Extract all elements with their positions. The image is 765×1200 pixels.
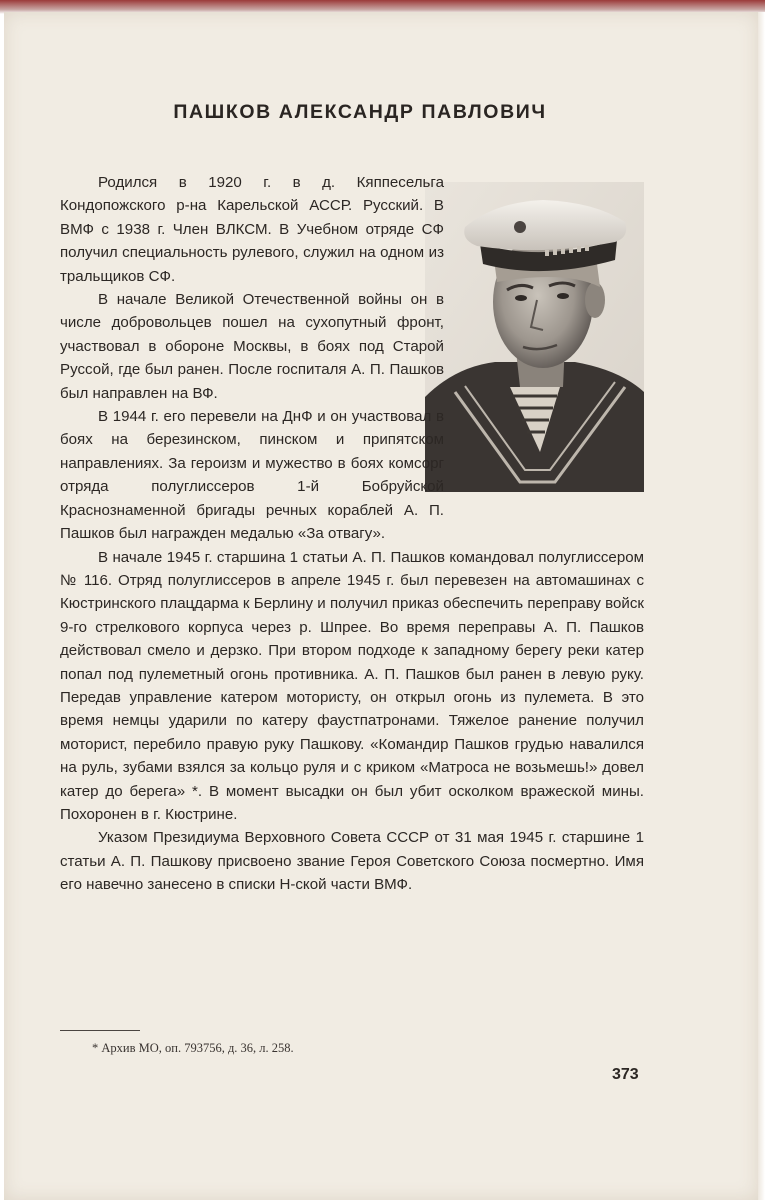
paragraph-war-start: В начале Великой Отечественной войны он в числе добровольцев пошел на сухопутный фронт, участвовал в обороне Москвы, в боях под Старой Руссой, где был ранен. После госпиталя А. П. Пашков был направлен на ВФ. bbox=[60, 291, 444, 402]
paragraph-1944: В 1944 г. его перевели на ДнФ и он участвовал в боях на березинском, пинском и припятском направлениях. За героизм и мужество в боях комсорг отряда полуглиссеров 1-й Бобруйской Краснознаменной бригады речных кораблей А. П. Пашков был награжден медалью «За отвагу». bbox=[60, 408, 444, 543]
page-number: 373 bbox=[612, 1066, 639, 1083]
page-right-edge bbox=[758, 12, 765, 1200]
page-title bbox=[0, 101, 720, 124]
title-text: ПАШКОВ АЛЕКСАНДР ПАВЛОВИЧ bbox=[173, 101, 547, 123]
paragraph-1945: В начале 1945 г. старшина 1 статьи А. П. Пашков командовал полуглиссером № 116. Отряд полуглиссеров в апреле 1945 г. был перевезен на автомашинах с Кюстринского плацдарма к Берлину и получил приказ обеспечить переправу войск 9-го стрелкового корпуса через р. Шпрее. Во время переправы А. П. Пашков действовал смело и дерзко. При втором подходе к западному берегу реки катер попал под пулеметный огонь противника. А. П. Пашков был ранен в левую руку. Передав управление катером мотористу, он открыл огонь из пулемета. В это время немцы ударили по катеру фаустпатронами. Тяжелое ранение получил моторист, перебило правую руку Пашкову. «Командир Пашков грудью навалился на руль, зубами взялся за кольцо руля и с криком «Матроса не возьмешь!» довел катер до берега» *. В момент высадки он был убит осколком вражеской мины. Похоронен в г. Кюстрине. bbox=[60, 548, 644, 823]
paragraph-award: Указом Президиума Верховного Совета СССР от 31 мая 1945 г. старшине 1 статьи А. П. Пашкову присвоено звание Героя Советского Союза посмертно. Имя его навечно занесено в списки Н-ской части ВМФ. bbox=[60, 829, 644, 894]
footnote-divider bbox=[60, 1030, 140, 1031]
paragraph-birth: Родился в 1920 г. в д. Кяппесельга Кондопожского р-на Карельской АССР. Русский. В ВМФ с 1938 г. Член ВЛКСМ. В Учебном отряде СФ получил специальность рулевого, служил на одном из тральщиков СФ. bbox=[60, 174, 444, 285]
portrait-spacer bbox=[444, 171, 644, 516]
footnote: * Архив МО, оп. 793756, д. 36, л. 258. bbox=[92, 1041, 294, 1055]
biography-text bbox=[60, 171, 644, 897]
